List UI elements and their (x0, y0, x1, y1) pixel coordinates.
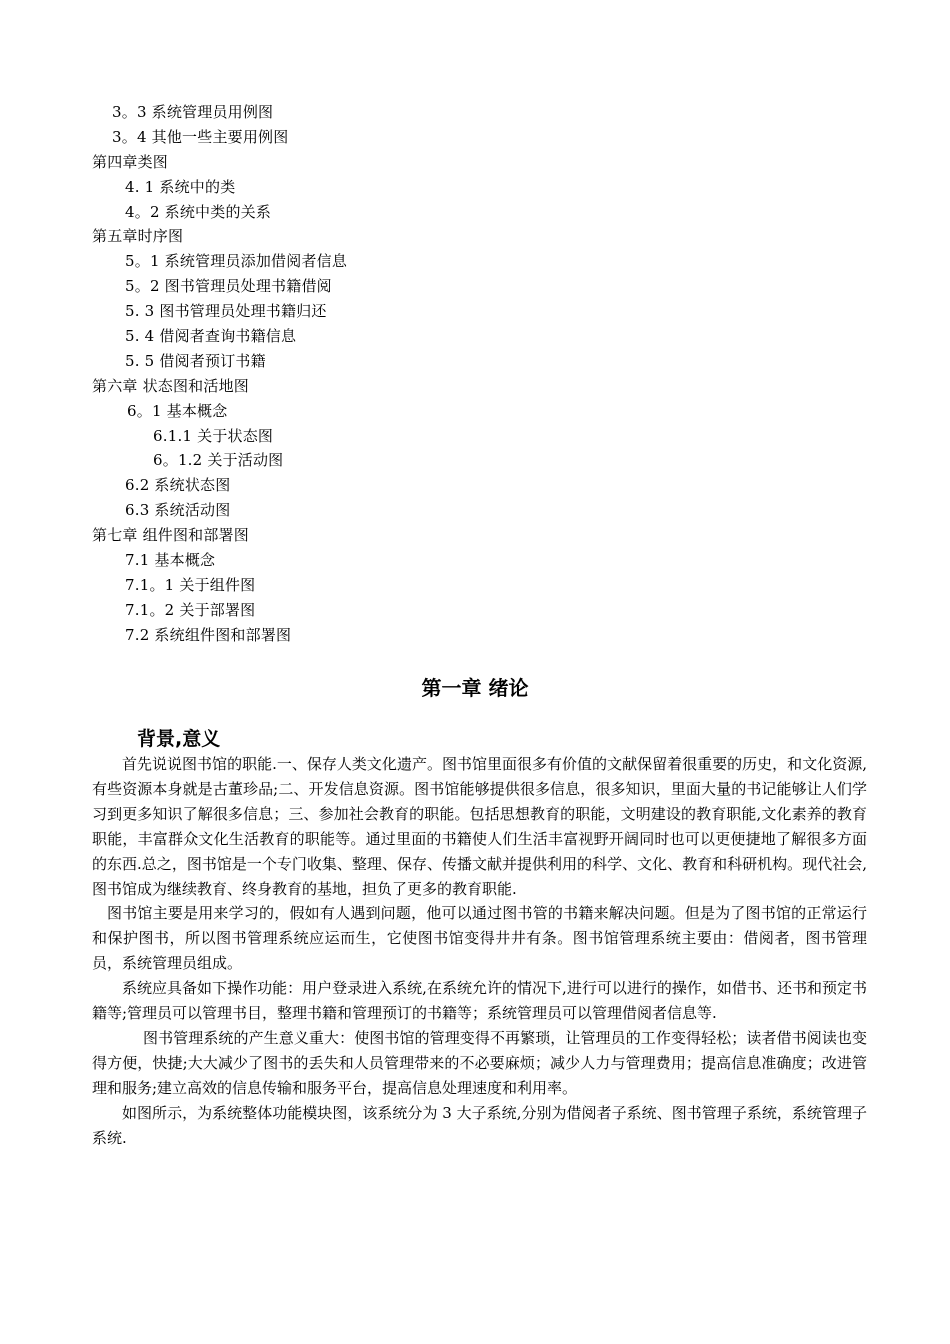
toc-entry: 5. 3 图书管理员处理书籍归还 (125, 302, 327, 321)
toc-entry: 3。4 其他一些主要用例图 (112, 127, 289, 146)
section-title: 背景,意义 (137, 728, 221, 750)
toc-entry: 4. 1 系统中的类 (125, 177, 236, 196)
body-paragraph: 如图所示，为系统整体功能模块图，该系统分为 3 大子系统,分别为借阅者子系统、图书管理子系统，系统管理子系统. (92, 1103, 867, 1147)
toc-entry: 6。1 基本概念 (127, 401, 228, 420)
toc-entry: 6.3 系统活动图 (125, 501, 231, 520)
toc-entry: 5. 4 借阅者查询书籍信息 (125, 327, 297, 346)
toc-entry: 7.1。1 关于组件图 (125, 575, 256, 594)
toc-entry: 4。2 系统中类的关系 (125, 202, 272, 221)
toc-entry: 5。2 图书管理员处理书籍借阅 (125, 277, 332, 296)
toc-entry: 5. 5 借阅者预订书籍 (125, 351, 266, 370)
body-paragraph: 图书馆主要是用来学习的，假如有人遇到问题，他可以通过图书管的书籍来解决问题。但是为了图书馆的正常运行和保护图书，所以图书管理系统应运而生，它使图书馆变得井井有条。图书馆管理系统主要由：借阅者，图书管理员，系统管理员组成。 (92, 904, 867, 973)
toc-entry: 第六章 状态图和活地图 (92, 376, 249, 395)
toc-entry: 6.2 系统状态图 (125, 476, 231, 495)
toc-entry: 第四章类图 (92, 152, 169, 171)
toc-entry: 3。3 系统管理员用例图 (112, 103, 274, 121)
toc-entry: 5。1 系统管理员添加借阅者信息 (125, 252, 348, 271)
body-text (92, 752, 867, 1151)
table-of-contents (92, 100, 892, 648)
toc-entry: 6.1.1 关于状态图 (153, 426, 274, 445)
body-paragraph: 系统应具备如下操作功能：用户登录进入系统,在系统允许的情况下,进行可以进行的操作，如借书、还书和预定书籍等;管理员可以管理书目，整理书籍和管理预订的书籍等；系统管理员可以管理借阅者信息等. (92, 979, 867, 1023)
toc-entry: 7.1 基本概念 (125, 551, 216, 570)
toc-entry: 第七章 组件图和部署图 (92, 526, 249, 545)
toc-entry: 6。1.2 关于活动图 (153, 451, 284, 470)
toc-entry: 7.1。2 关于部署图 (125, 600, 256, 619)
body-paragraph: 图书管理系统的产生意义重大：使图书馆的管理变得不再繁琐，让管理员的工作变得轻松；读者借书阅读也变得方便，快捷;大大减少了图书的丢失和人员管理带来的不必要麻烦；减少人力与管理费用；提高信息准确度；改进管理和服务;建立高效的信息传输和服务平台，提高信息处理速度和利用率。 (92, 1028, 867, 1097)
body-paragraph: 首先说说图书馆的职能.一、保存人类文化遗产。图书馆里面很多有价值的文献保留着很重要的历史，和文化资源,有些资源本身就是古董珍品;二、开发信息资源。图书馆能够提供很多信息，很多知识，里面大量的书记能够让人们学习到更多知识了解很多信息；三、参加社会教育的职能。包括思想教育的职能，文明建设的教育职能,文化素养的教育职能，丰富群众文化生活教育的职能等。通过里面的书籍使人们生活丰富视野开阔同时也可以更便捷地了解很多方面的东西.总之，图书馆是一个专门收集、整理、保存、传播文献并提供利用的科学、文化、教育和科研机构。现代社会,图书馆成为继续教育、终身教育的基地，担负了更多的教育职能. (92, 755, 867, 898)
chapter-title: 第一章 绪论 (421, 676, 529, 700)
toc-entry: 第五章时序图 (92, 227, 184, 246)
toc-entry: 7.2 系统组件图和部署图 (125, 625, 292, 644)
